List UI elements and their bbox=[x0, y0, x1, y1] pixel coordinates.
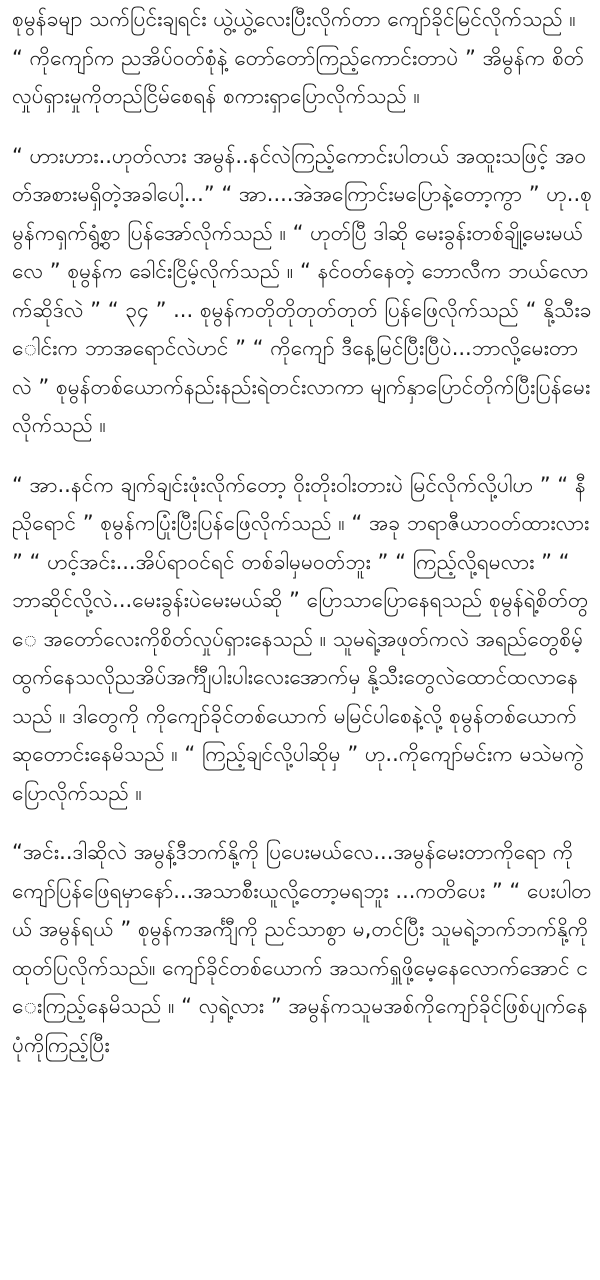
paragraph: “ ဟားဟား..ဟုတ်လား အမွန်..နင်လဲကြည့်ကောင်းပါတယ် အထူးသဖြင့် အဝတ်အစားမရှိတဲ့အခါပေါ့...” “ အာ....အဲအကြောင်းမပြောနဲ့တော့ကွာ ” ဟု..စုမွန်ကရှက်ရွံ့စွာ ပြန်အော်လိုက်သည် ။ “ ဟုတ်ပြီ ဒါဆို မေးခွန်းတစ်ချို့မေးမယ်လေ ” စုမွန်က ခေါင်းငြိမ့်လိုက်သည် ။ “ နင်ဝတ်နေတဲ့ ဘောလီက ဘယ်လောက်ဆိုဒ်လဲ ” “ ၃၄ ” ... စုမွန်ကတိုတိုတုတ်တုတ် ပြန်ဖြေလိုက်သည် “ နို့သီးခေါင်းက ဘာအရောင်လဲဟင် ” “ ကိုကျော် ဒီနေ့မြင်ပြီးပြီပဲ...ဘာလို့မေးတာလဲ ” စုမွန်တစ်ယောက်နည်းနည်းရဲတင်းလာကာ မျက်နှာပြောင်တိုက်ပြီးပြန်မေးလိုက်သည် ။ bbox=[12, 143, 592, 437]
paragraph: “ အာ..နင်က ချက်ချင်းဖုံးလိုက်တော့ ဝိုးတိုးဝါးတားပဲ မြင်လိုက်လို့ပါဟ ” “ နီညိုရောင် ” စုမွန်ကပြုံးပြီးပြန်ဖြေလိုက်သည် ။ “ အခု ဘရာဇီယာဝတ်ထားလား ” “ ဟင့်အင်း...အိပ်ရာဝင်ရင် တစ်ခါမှမဝတ်ဘူး ” “ ကြည့်လို့ရမလား ” “ ဘာဆိုင်လို့လဲ...မေးခွန်းပဲမေးမယ်ဆို ” ပြောသာပြောနေရသည် စုမွန်ရဲ့စိတ်တွေ အတော်လေးကိုစိတ်လှုပ်ရှားနေသည် ။ သူမရဲ့အဖုတ်ကလဲ အရည်တွေစိမ့်ထွက်နေသလိုညအိပ်အင်္ကျီပါးပါးလေးအောက်မှ နို့သီးတွေလဲထောင်ထလာနေသည် ။ ဒါတွေကို ကိုကျော်ခိုင်တစ်ယောက် မမြင်ပါစေနဲ့လို့ စုမွန်တစ်ယောက်ဆုတောင်းနေမိသည် ။ “ ကြည့်ချင်လို့ပါဆိုမှ ” ဟု..ကိုကျော်မင်းက မသဲမကွဲပြောလိုက်သည် ။ bbox=[12, 472, 590, 805]
paragraph: စုမွန်ခမျာ သက်ပြင်းချရင်း ယွဲ့ယွဲ့လေးပြီးလိုက်တာ ကျော်ခိုင်မြင်လိုက်သည် ။ “ ကိုကျော်က ညအိပ်ဝတ်စုံနဲ့ တော်တော်ကြည့်ကောင်းတာပဲ ” အိမွန်က စိတ်လှုပ်ရှားမှုကိုတည်ငြိမ်စေရန် စကားရှာပြောလိုက်သည် ။ bbox=[12, 7, 585, 108]
paragraph: “အင်း..ဒါဆိုလဲ အမွန့်ဒီဘက်နို့ကို ပြပေးမယ်လေ...အမွန်မေးတာကိုရော ကိုကျော်ပြန်ဖြေရမှာနော်...အသာစီးယူလို့တော့မရဘူး ...ကတိပေး ” “ ပေးပါတယ် အမွန်ရယ် ” စုမွန်ကအင်္ကျီကို ညင်သာစွာ မ,တင်ပြီး သူမရဲ့ဘက်ဘက်နို့ကို ထုတ်ပြလိုက်သည်။ ကျော်ခိုင်တစ်ယောက် အသက်ရှူဖို့မေ့နေလောက်အောင် ငေးကြည့်နေမိသည် ။ “ လှရဲ့လား ” အမွန်ကသူမအစ်ကိုကျော်ခိုင်ဖြစ်ပျက်နေပုံကိုကြည့်ပြီး bbox=[12, 840, 592, 1057]
